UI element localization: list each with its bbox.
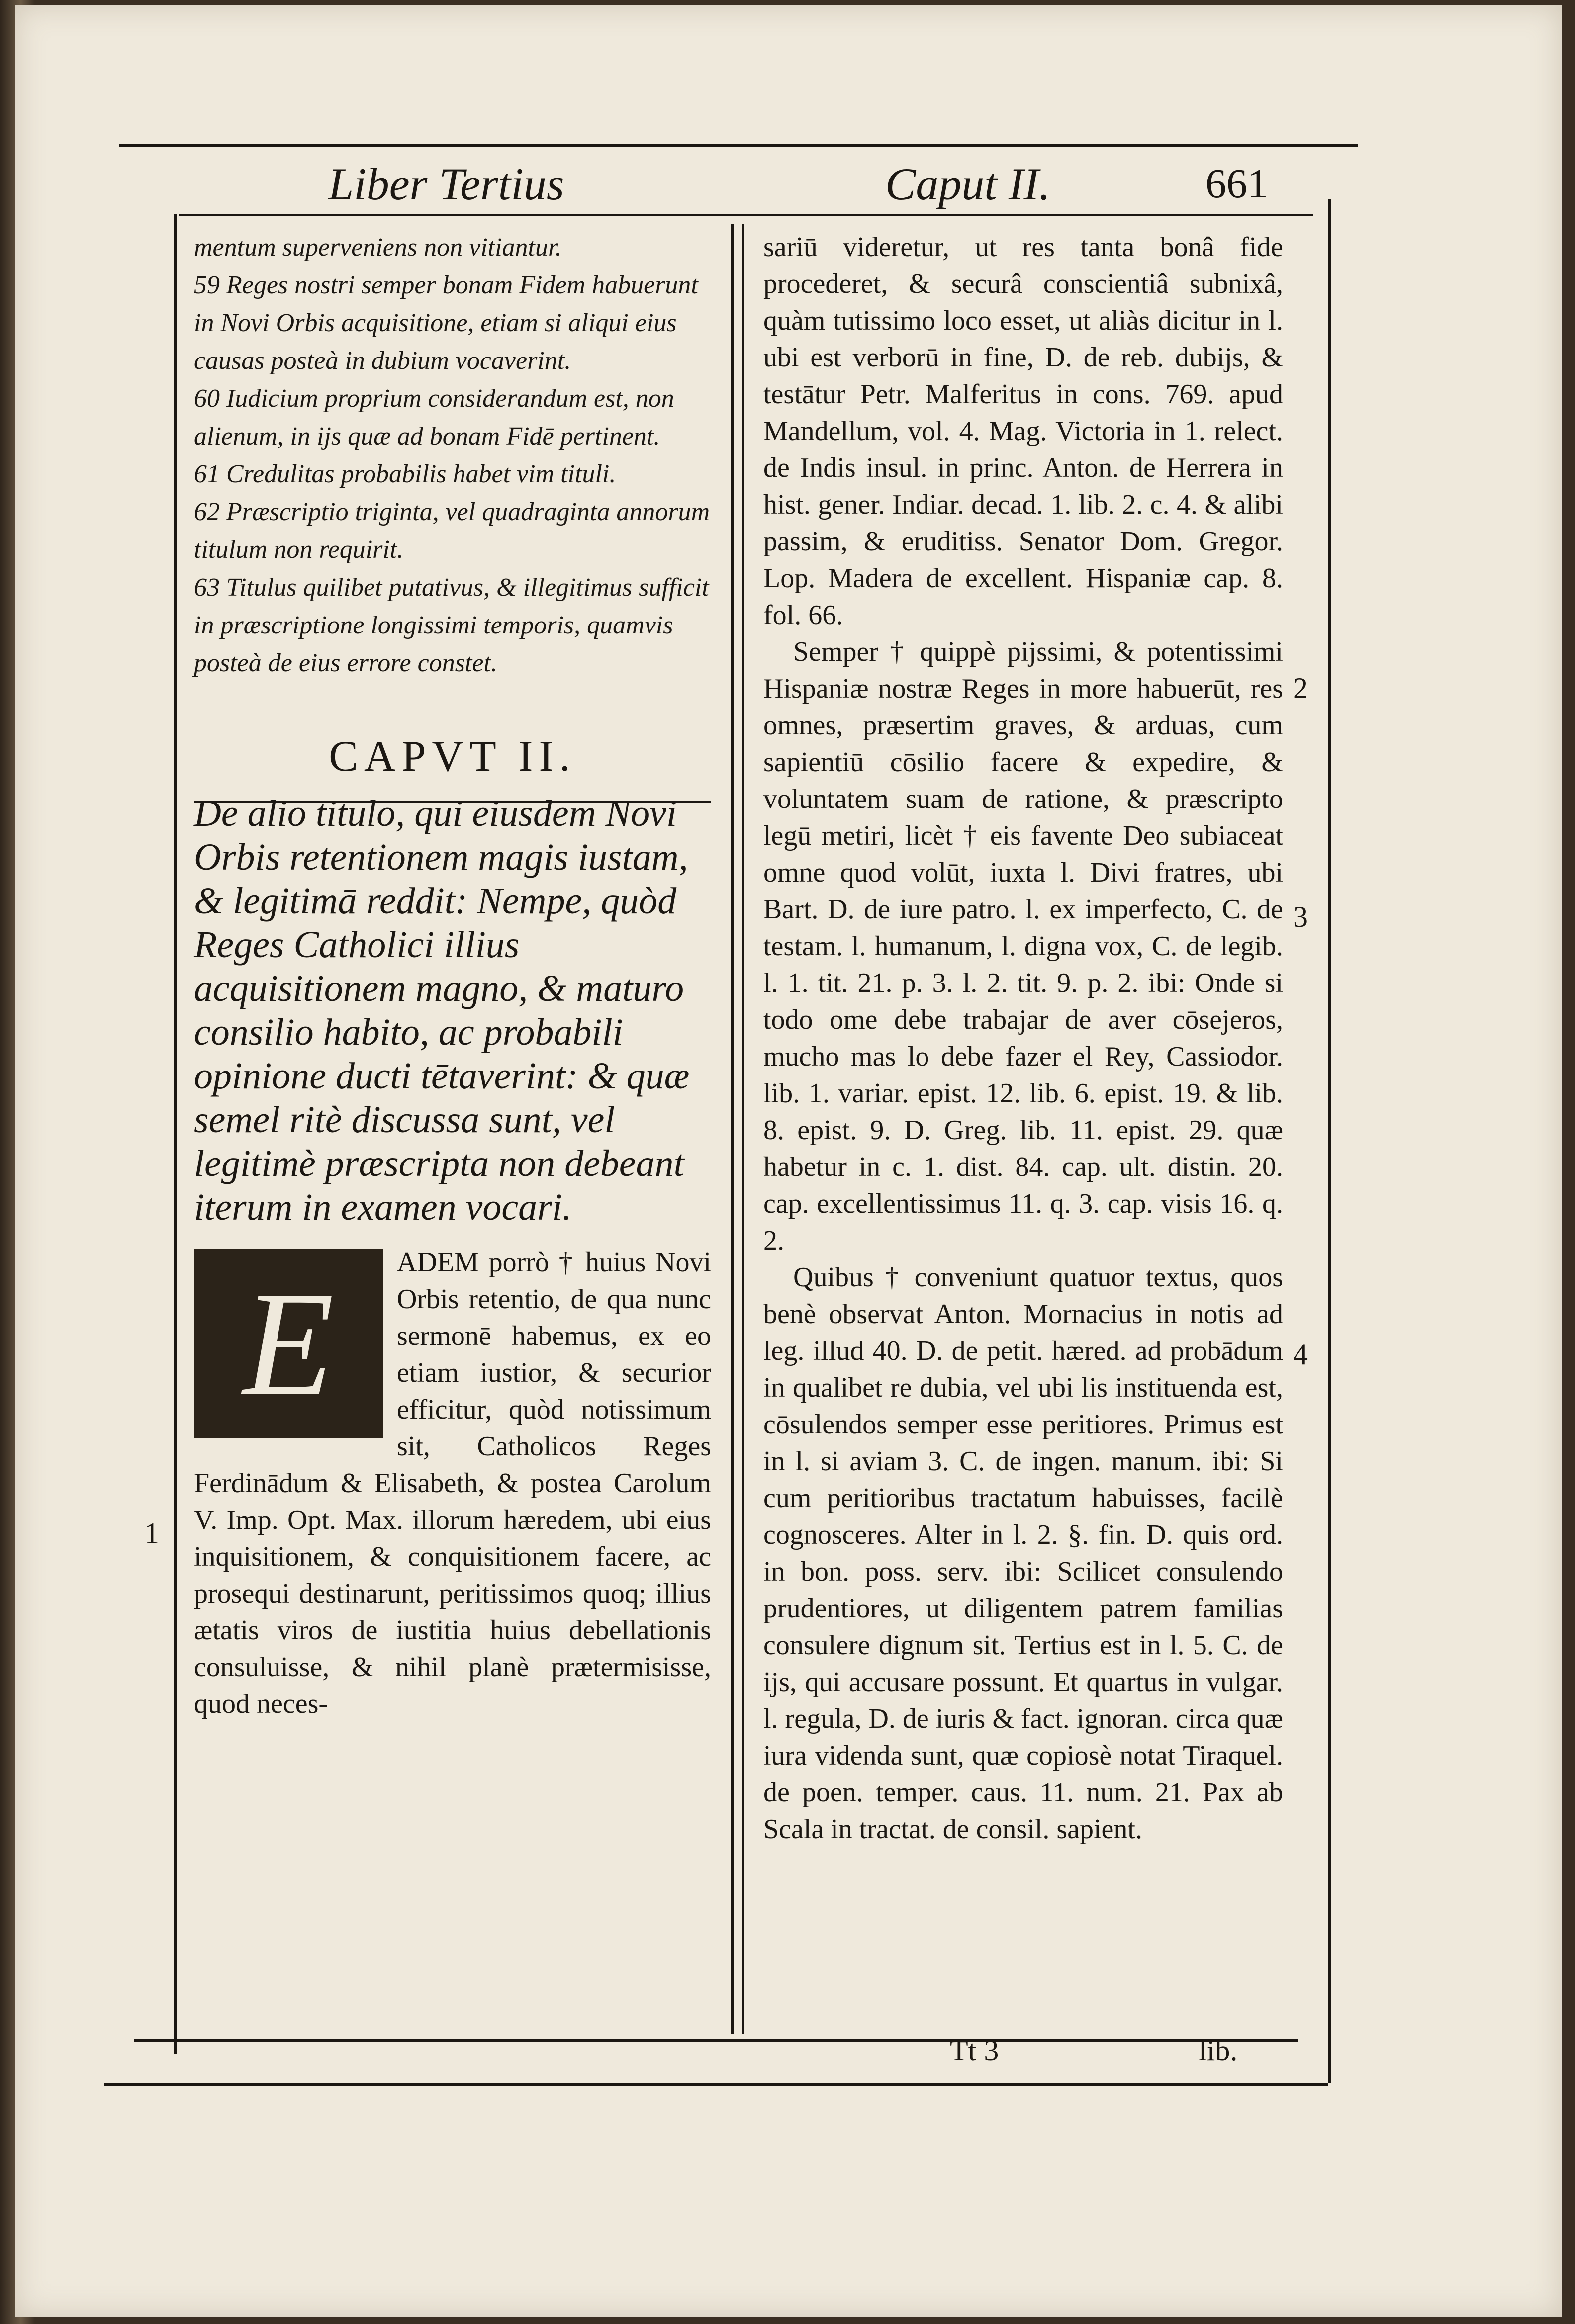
book-page <box>15 5 1562 2317</box>
initial-letter: E <box>243 1261 334 1426</box>
right-column <box>763 229 1283 1848</box>
running-head-book: Liber Tertius <box>328 159 564 209</box>
decorated-initial <box>194 1249 383 1438</box>
summary-item: mentum superveniens non vitiantur. <box>194 233 562 262</box>
margin-number: 2 <box>1293 672 1308 705</box>
frame-bottom <box>134 2039 1298 2042</box>
margin-number: 1 <box>144 1517 159 1550</box>
body-paragraph: sariū videretur, ut res tanta bonâ fide procederet, & securâ conscientiâ subnixâ, quàm tutissimo loco esset, ut aliàs dicitur in l. ubi est verborū in fine, D. de reb. dubijs, & testātur Petr. Malferitus in cons. 769. apud Mandellum, vol. 4. Mag. Victoria in 1. relect. de Indis insul. in princ. Anton. de Herrera in hist. gener. Indiar. decad. 1. lib. 2. c. 4. & alibi passim, & eruditiss. Senator Dom. Gregor. Lop. Madera de excellent. Hispaniæ cap. 8. fol. 66. <box>763 232 1283 630</box>
header-rule <box>119 144 1358 147</box>
signature-mark: Tt 3 <box>950 2034 999 2067</box>
body-paragraph: Semper † quippè pijssimi, & potentissimi Hispaniæ nostræ Reges in more habuerūt, res omnes, præsertim graves, & arduas, cum sapientiū cōsilio facere & expedire, & voluntatem suam de ratione, & præscripto legū metiri, licèt † eis favente Deo subiaceat omne quod volūt, iuxta l. Divi fratres, ubi Bart. D. de iure patro. l. ex imperfecto, C. de testam. l. humanum, l. digna vox, C. de legib. l. 1. tit. 21. p. 3. l. 2. tit. 9. p. 2. ibi: Onde si todo ome debe trabajar de aver cōsejeros, mucho mas lo debe fazer el Rey, Cassiodor. lib. 1. variar. epist. 12. lib. 6. epist. 19. & lib. 8. epist. 9. D. Greg. lib. 11. epist. 29. quæ habetur in c. 1. dist. 84. cap. ult. distin. 20. cap. excellentissimus 11. q. 3. cap. visis 16. q. 2. <box>763 636 1283 1256</box>
frame-left <box>174 214 177 2054</box>
chapter-body <box>194 1244 711 1722</box>
header-underline <box>179 214 1313 216</box>
column-divider-2 <box>742 224 744 2034</box>
folio-number: 661 <box>1205 161 1268 207</box>
summary-item: 59 Reges nostri semper bonam Fidem habuerunt in Novi Orbis acquisitione, etiam si aliqui eius causas posteà in dubium vocaverint. <box>194 271 698 375</box>
frame-right <box>1328 199 1331 2083</box>
summary-item: 62 Præscriptio triginta, vel quadraginta annorum titulum non requirit. <box>194 498 710 564</box>
body-paragraph: ADEM porrò † huius Novi Orbis retentio, de qua nunc sermonē habemus, ex eo etiam iustior, & securior efficitur, quòd notissimum sit, Catholicos Reges Ferdinādum & Elisabeth, & postea Carolum V. Imp. Opt. Max. illorum hæredem, ubi eius inquisitionem, & conquisitionem facere, ac prosequi destinarunt, peritissimos quoq; illius ætatis viros de iustitia huius debellationis consuluisse, & nihil planè prætermisisse, quod neces- <box>194 1247 711 1719</box>
chapter-subtitle: De alio titulo, qui eiusdem Novi Orbis retentionem magis iustam, & legitimā reddit: Nempe, quòd Reges Catholici illius acquisitionem magno, & maturo consilio habito, ac probabili opinione ducti tētaverint: & quæ semel ritè discussa sunt, vel legitimè præscripta non debeant iterum in examen vocari. <box>194 793 690 1228</box>
summary-item: 63 Titulus quilibet putativus, & illegitimus sufficit in præscriptione longissimi temporis, quamvis posteà de eius errore constet. <box>194 573 709 677</box>
left-column <box>194 229 711 1722</box>
body-paragraph: Quibus † conveniunt quatuor textus, quos benè observat Anton. Mornacius in notis ad leg. illud 40. D. de petit. hæred. ad probādum in qualibet re dubia, vel ubi lis instituenda est, cōsulendos semper esse peritiores. Primus est in l. si aviam 3. C. de ingen. manum. ibi: Si cum peritioribus tractatum habuisses, facilè cognosceres. Alter in l. 2. §. fin. D. quis ord. in bon. poss. serv. ibi: Scilicet consulendo prudentiores, ut diligentem patrem familias consulere dignum sit. Tertius est in l. 5. C. de ijs, qui accusare possunt. Et quartus in vulgar. l. regula, D. de iuris & fact. ignoran. circa quæ iura videnda sunt, quæ copiosè notat Tiraquel. de poen. temper. caus. 11. num. 21. Pax ab Scala in tractat. de consil. sapient. <box>763 1262 1283 1845</box>
catchword: lib. <box>1199 2034 1238 2067</box>
margin-number: 4 <box>1293 1338 1308 1371</box>
summary-item: 60 Iudicium proprium considerandum est, non alienum, in ijs quæ ad bonam Fidē pertinent. <box>194 384 674 450</box>
running-head-chapter: Caput II. <box>885 159 1051 209</box>
chapter-title: CAPVT II. <box>329 732 576 781</box>
margin-number: 3 <box>1293 900 1308 933</box>
page-bottom-rule <box>104 2083 1328 2086</box>
summary-item: 61 Credulitas probabilis habet vim tituli. <box>194 460 616 488</box>
column-divider <box>731 224 734 2034</box>
